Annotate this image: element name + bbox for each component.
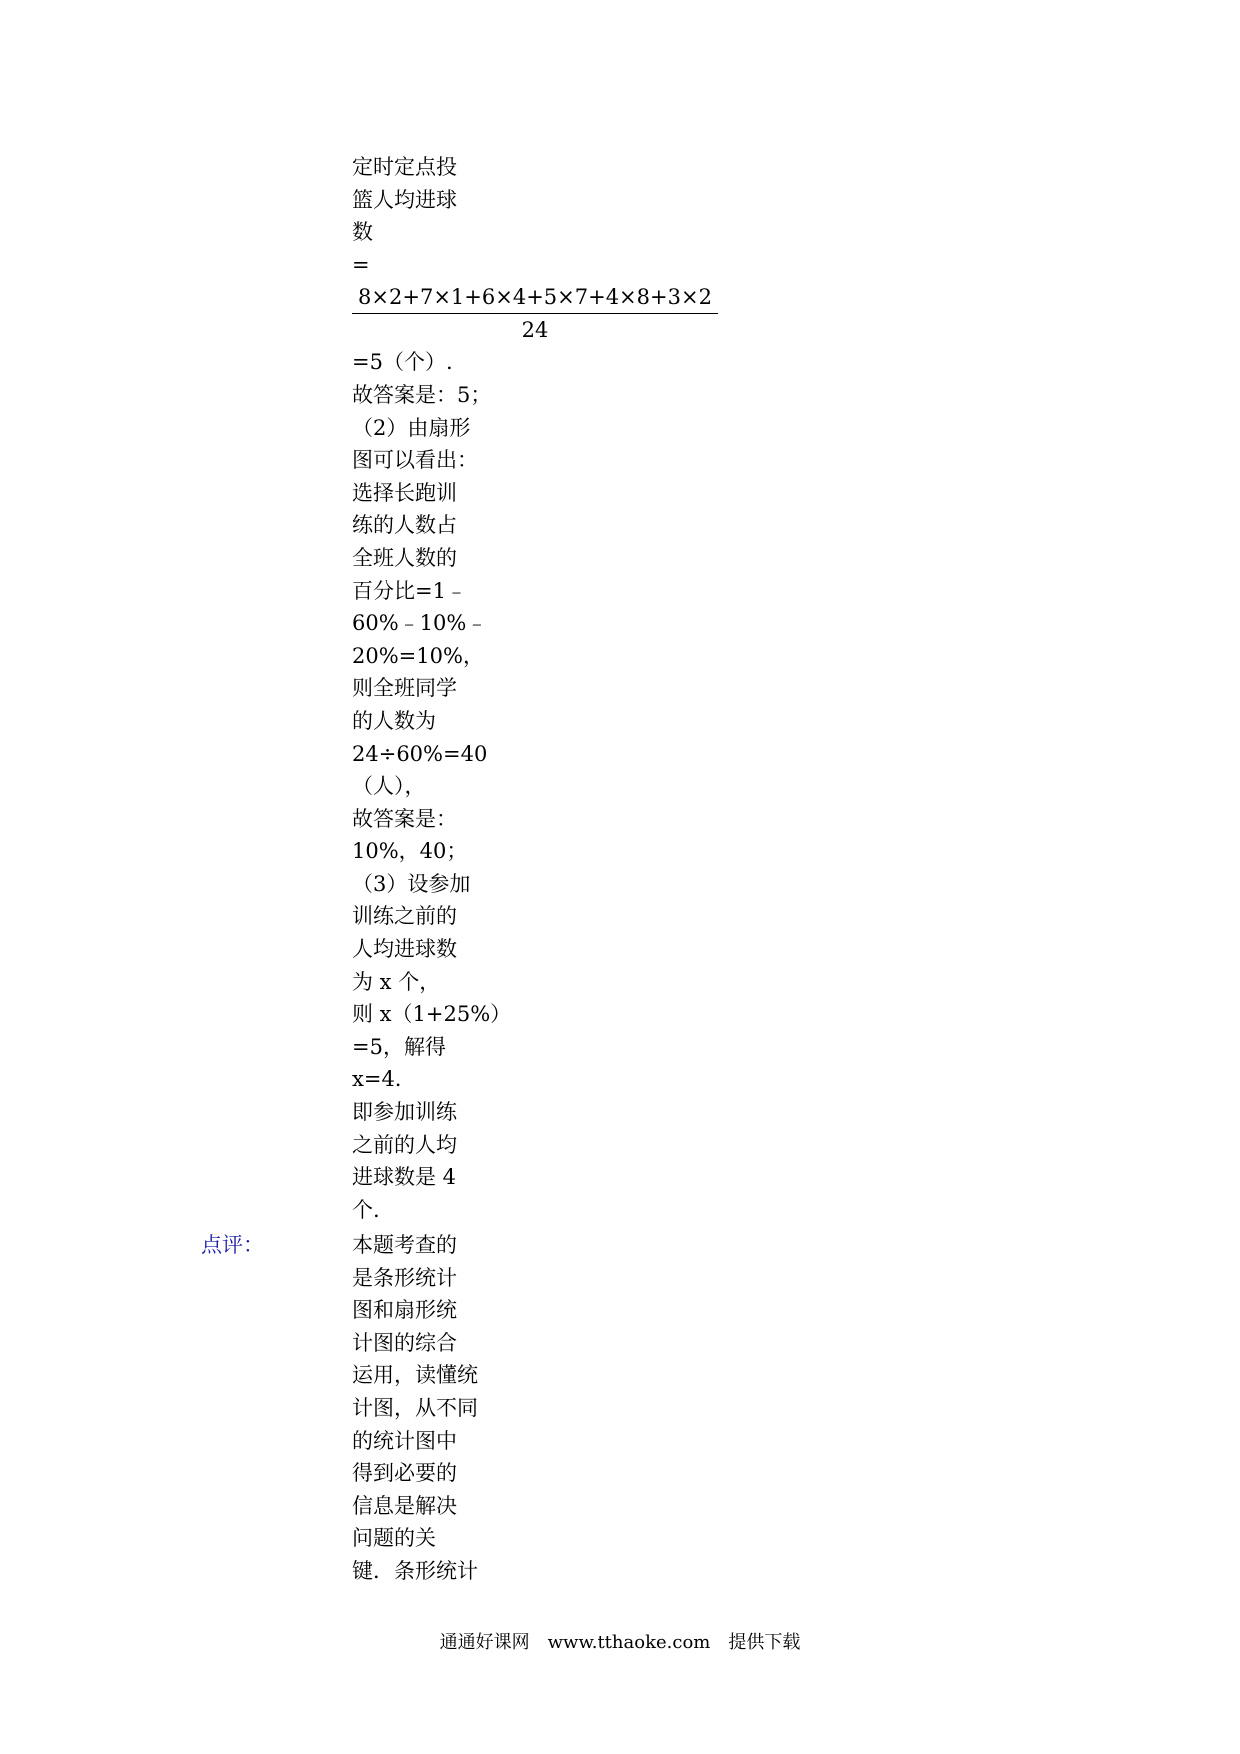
text-line: 个.	[352, 1197, 380, 1222]
text-line: =5，解得	[352, 1034, 446, 1059]
text-line: 24÷60%=40	[352, 741, 488, 766]
text-line: 问题的关	[352, 1526, 436, 1551]
solution-column	[352, 151, 772, 1226]
text-line: 则全班同学	[352, 676, 457, 701]
text-line: 信息是解决	[352, 1493, 457, 1518]
text-line: 进球数是 4	[352, 1165, 457, 1190]
fraction-numerator: 8×2+7×1+6×4+5×7+4×8+3×2	[352, 281, 718, 314]
text-line: （2）由扇形	[352, 415, 471, 440]
text-line: 人均进球数	[352, 937, 457, 962]
text-line: 计图的综合	[352, 1330, 457, 1355]
text-line: 键．条形统计	[352, 1558, 478, 1583]
text-line: =5（个）.	[352, 350, 453, 375]
text-line: 之前的人均	[352, 1132, 457, 1157]
text-line: 训练之前的	[352, 904, 457, 929]
text-line: 故答案是：5；	[352, 382, 492, 407]
text-line: 故答案是：	[352, 806, 457, 831]
text-line: 的统计图中	[352, 1428, 457, 1453]
text-line: 得到必要的	[352, 1461, 457, 1486]
solution-line: =	[352, 252, 370, 277]
text-line: 20%=10%，	[352, 643, 484, 668]
text-line: 为 x 个，	[352, 969, 441, 994]
solution-line: 篮人均进球	[352, 187, 457, 212]
text-line: 计图，从不同	[352, 1395, 478, 1420]
page-footer: 通通好课网 www.tthaoke.com 提供下载	[439, 1632, 801, 1653]
text-line: 图可以看出：	[352, 448, 478, 473]
solution-line: 定时定点投	[352, 155, 457, 179]
text-line: 全班人数的	[352, 545, 457, 570]
solution-steps	[352, 346, 772, 1226]
text-line: 10%，40；	[352, 839, 468, 864]
text-line: （3）设参加	[352, 871, 471, 896]
comment-column	[352, 1229, 772, 1588]
text-line: 百分比=1﹣	[352, 578, 467, 603]
text-line: 运用，读懂统	[352, 1363, 478, 1388]
text-line: 是条形统计	[352, 1265, 457, 1290]
solution-line: 数	[352, 220, 373, 245]
text-line: （人），	[352, 774, 426, 799]
text-line: 则 x（1+25%）	[352, 1002, 512, 1027]
text-line: 图和扇形统	[352, 1298, 457, 1323]
text-line: x=4.	[352, 1067, 402, 1092]
comment-label: 点评：	[201, 1233, 264, 1257]
fraction-denominator: 24	[521, 318, 549, 343]
text-line: 的人数为	[352, 708, 436, 733]
text-line: 练的人数占	[352, 513, 457, 538]
average-fraction	[352, 281, 718, 346]
text-line: 本题考查的	[352, 1233, 457, 1257]
text-line: 即参加训练	[352, 1100, 457, 1125]
text-line: 选择长跑训	[352, 480, 457, 505]
text-line: 60%﹣10%﹣	[352, 611, 488, 636]
